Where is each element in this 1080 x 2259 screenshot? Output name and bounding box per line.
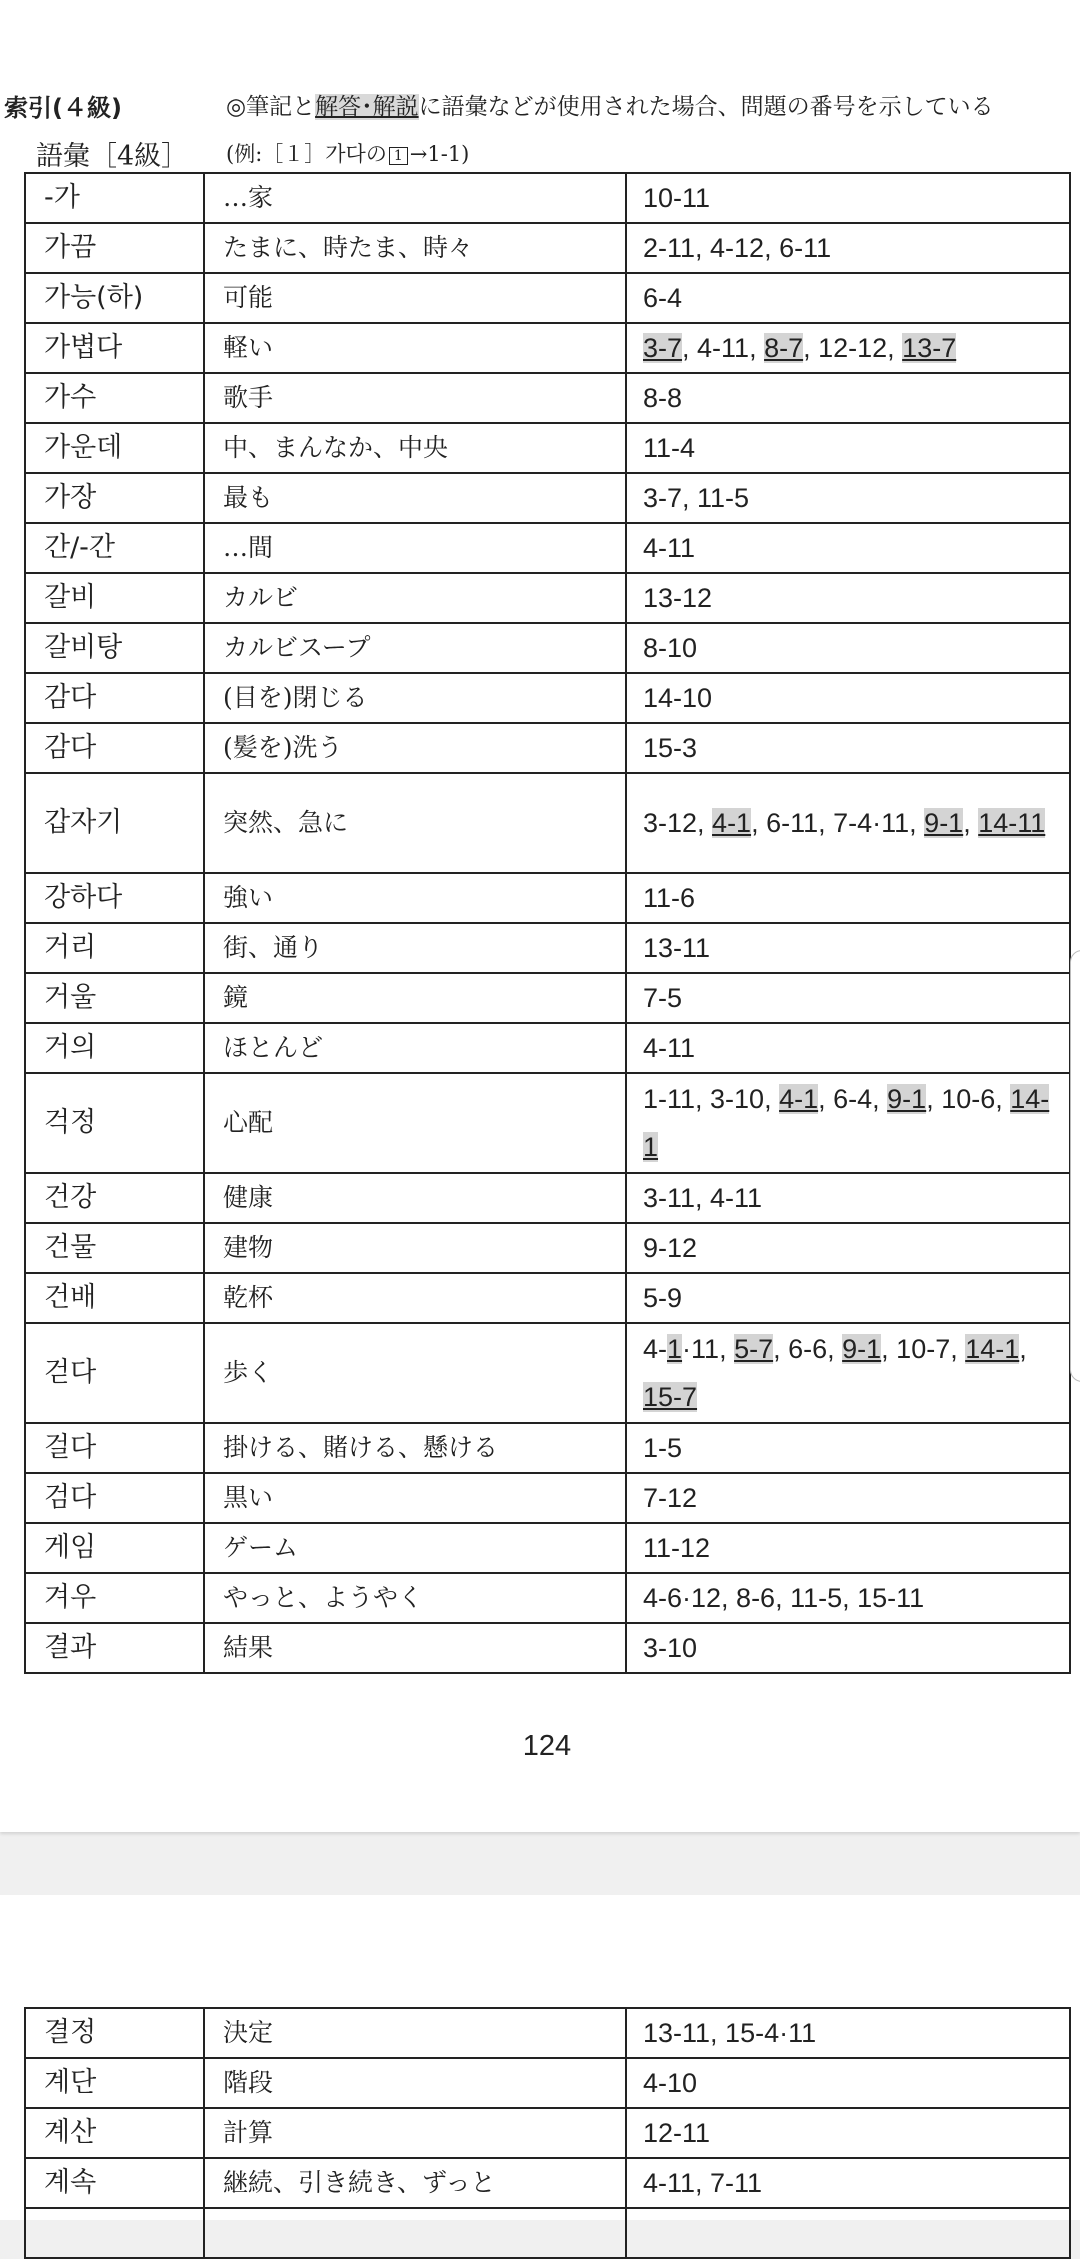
table-row: [25, 1473, 1070, 1523]
korean-word: 게임: [25, 1523, 204, 1573]
japanese-meaning: (髪を)洗う: [204, 723, 626, 773]
problem-references: [626, 1223, 1070, 1273]
table-row: [25, 373, 1070, 423]
reference-text: 8-10: [643, 633, 698, 663]
highlighted-reference: 14-11: [978, 808, 1046, 838]
reference-text: 4-: [643, 1334, 668, 1364]
japanese-meaning: 健康: [204, 1173, 626, 1223]
table-row: [25, 1623, 1070, 1673]
table-row: [25, 773, 1070, 873]
reference-text: 9-12: [643, 1233, 698, 1263]
reference-text: 4-11: [643, 1033, 696, 1063]
table-row: [25, 873, 1070, 923]
table-row: [25, 2058, 1070, 2108]
korean-word: 건배: [25, 1273, 204, 1323]
japanese-meaning: 心配: [204, 1073, 626, 1173]
example-post: →1-1): [409, 142, 470, 166]
table-row: [25, 673, 1070, 723]
section-header: [36, 134, 1080, 172]
reference-text: 5-9: [643, 1283, 683, 1313]
japanese-meaning: 建物: [204, 1223, 626, 1273]
japanese-meaning: 中、まんなか、中央: [204, 423, 626, 473]
korean-word: 겨우: [25, 1573, 204, 1623]
table-row: [25, 1323, 1070, 1423]
korean-word: 가운데: [25, 423, 204, 473]
problem-references: [626, 1073, 1070, 1173]
example-note: [226, 138, 469, 168]
reference-text: 10-11: [643, 183, 711, 213]
korean-word: 결정: [25, 2008, 204, 2058]
problem-references: [626, 2058, 1070, 2108]
scroll-handle[interactable]: [1070, 950, 1080, 1382]
example-box: 1: [389, 147, 408, 165]
table-row: [25, 523, 1070, 573]
japanese-meaning: 街、通り: [204, 923, 626, 973]
problem-references: [626, 523, 1070, 573]
korean-word: 계속: [25, 2158, 204, 2208]
japanese-meaning: 最も: [204, 473, 626, 523]
korean-word: 갈비: [25, 573, 204, 623]
problem-references: [626, 973, 1070, 1023]
problem-references: [626, 2008, 1070, 2058]
korean-word: 건강: [25, 1173, 204, 1223]
problem-references: [626, 373, 1070, 423]
korean-word: 거의: [25, 1023, 204, 1073]
japanese-meaning: [204, 2208, 626, 2258]
highlighted-reference: 8-7: [764, 333, 804, 363]
korean-word: 검다: [25, 1473, 204, 1523]
reference-text: ,: [963, 808, 979, 838]
highlighted-reference: 9-1: [887, 1084, 927, 1114]
reference-text: 1-11, 3-10,: [643, 1084, 780, 1114]
reference-text: 7-12: [643, 1483, 698, 1513]
highlighted-reference: 5-7: [734, 1334, 774, 1364]
reference-text: 4-6·12, 8-6, 11-5, 15-11: [643, 1583, 925, 1613]
problem-references: [626, 223, 1070, 273]
reference-text: 13-11: [643, 933, 711, 963]
reference-text: , 6-6,: [773, 1334, 843, 1364]
index-title: 索引(４級): [4, 94, 122, 122]
korean-word: 갑자기: [25, 773, 204, 873]
reference-text: 11-12: [643, 1533, 711, 1563]
problem-references: [626, 1323, 1070, 1423]
table-row: [25, 2108, 1070, 2158]
reference-text: , 10-7,: [881, 1334, 966, 1364]
highlighted-reference: 14-1: [643, 1084, 1050, 1162]
reference-text: 4-11, 7-11: [643, 2168, 763, 2198]
japanese-meaning: 突然、急に: [204, 773, 626, 873]
korean-word: 계산: [25, 2108, 204, 2158]
table-row: [25, 1023, 1070, 1073]
problem-references: [626, 273, 1070, 323]
korean-word: -가: [25, 173, 204, 223]
japanese-meaning: カルビスープ: [204, 623, 626, 673]
problem-references: [626, 1473, 1070, 1523]
japanese-meaning: 歌手: [204, 373, 626, 423]
page-number: 124: [522, 1730, 572, 1762]
table-row: [25, 973, 1070, 1023]
example-pre: (例:［１］가다の: [226, 142, 387, 166]
reference-text: 3-11, 4-11: [643, 1183, 763, 1213]
table-row: [25, 923, 1070, 973]
table-row: [25, 223, 1070, 273]
japanese-meaning: 乾杯: [204, 1273, 626, 1323]
korean-word: 걸다: [25, 1423, 204, 1473]
reference-text: 2-11, 4-12, 6-11: [643, 233, 832, 263]
reference-text: 3-12,: [643, 808, 713, 838]
reference-text: , 6-11, 7-4·11,: [751, 808, 925, 838]
table-row: [25, 2008, 1070, 2058]
japanese-meaning: 鏡: [204, 973, 626, 1023]
problem-references: [626, 2208, 1070, 2258]
problem-references: [626, 873, 1070, 923]
table-row: [25, 1423, 1070, 1473]
index-header: [4, 88, 1080, 124]
highlighted-reference: 1: [667, 1334, 683, 1364]
reference-text: , 6-4,: [818, 1084, 888, 1114]
highlighted-reference: 4-1: [712, 808, 752, 838]
reference-text: 15-3: [643, 733, 698, 763]
japanese-meaning: 掛ける、賭ける、懸ける: [204, 1423, 626, 1473]
japanese-meaning: 強い: [204, 873, 626, 923]
problem-references: [626, 1423, 1070, 1473]
reference-text: 13-11, 15-4·11: [643, 2018, 817, 2048]
problem-references: [626, 1523, 1070, 1573]
reference-text: 7-5: [643, 983, 683, 1013]
korean-word: 걱정: [25, 1073, 204, 1173]
table-row: [25, 623, 1070, 673]
japanese-meaning: 軽い: [204, 323, 626, 373]
japanese-meaning: 結果: [204, 1623, 626, 1673]
table-row: [25, 723, 1070, 773]
korean-word: 건물: [25, 1223, 204, 1273]
reference-text: 4-11: [643, 533, 696, 563]
table-row: [25, 473, 1070, 523]
highlighted-reference: 14-1: [965, 1334, 1020, 1364]
japanese-meaning: 階段: [204, 2058, 626, 2108]
reference-text: 1-5: [643, 1433, 683, 1463]
korean-word: 간/-간: [25, 523, 204, 573]
korean-word: 걷다: [25, 1323, 204, 1423]
korean-word: 결과: [25, 1623, 204, 1673]
problem-references: [626, 1573, 1070, 1623]
reference-text: ·11,: [682, 1334, 735, 1364]
highlighted-reference: 9-1: [924, 808, 964, 838]
japanese-meaning: 歩く: [204, 1323, 626, 1423]
index-note: [226, 88, 994, 121]
korean-word: 거리: [25, 923, 204, 973]
problem-references: [626, 1623, 1070, 1673]
japanese-meaning: たまに、時たま、時々: [204, 223, 626, 273]
note-text-post: に語彙などが使用された場合、問題の番号を示している: [418, 94, 994, 120]
reference-text: , 10-6,: [926, 1084, 1011, 1114]
problem-references: [626, 173, 1070, 223]
problem-references: [626, 2158, 1070, 2208]
reference-text: 4-10: [643, 2068, 698, 2098]
note-text-pre: ◎筆記と: [226, 94, 316, 120]
korean-word: 감다: [25, 723, 204, 773]
problem-references: [626, 1023, 1070, 1073]
problem-references: [626, 623, 1070, 673]
problem-references: [626, 773, 1070, 873]
reference-text: 3-7, 11-5: [643, 483, 750, 513]
japanese-meaning: やっと、ようやく: [204, 1573, 626, 1623]
japanese-meaning: カルビ: [204, 573, 626, 623]
reference-text: 8-8: [643, 383, 683, 413]
table-row: [25, 1073, 1070, 1173]
table-row: [25, 323, 1070, 373]
reference-text: 11-4: [643, 433, 696, 463]
highlighted-reference: 4-1: [779, 1084, 819, 1114]
table-row: [25, 173, 1070, 223]
japanese-meaning: …家: [204, 173, 626, 223]
table-row: [25, 1523, 1070, 1573]
japanese-meaning: 計算: [204, 2108, 626, 2158]
table-row: [25, 1173, 1070, 1223]
korean-word: 거울: [25, 973, 204, 1023]
vocab-table-continued: [24, 2007, 1071, 2259]
problem-references: [626, 473, 1070, 523]
reference-text: , 4-11,: [682, 333, 765, 363]
korean-word: 가능(하): [25, 273, 204, 323]
japanese-meaning: (目を)閉じる: [204, 673, 626, 723]
page-125: [0, 1895, 1080, 2220]
table-row: [25, 273, 1070, 323]
reference-text: 13-12: [643, 583, 713, 613]
korean-word: 강하다: [25, 873, 204, 923]
table-row: [25, 423, 1070, 473]
japanese-meaning: …間: [204, 523, 626, 573]
reference-text: 11-6: [643, 883, 696, 913]
section-title: 語彙［4級］: [36, 141, 189, 172]
problem-references: [626, 1273, 1070, 1323]
japanese-meaning: 継続、引き続き、ずっと: [204, 2158, 626, 2208]
korean-word: 갈비탕: [25, 623, 204, 673]
reference-text: , 12-12,: [803, 333, 903, 363]
japanese-meaning: 黒い: [204, 1473, 626, 1523]
reference-text: 14-10: [643, 683, 713, 713]
problem-references: [626, 573, 1070, 623]
vocab-table: [24, 172, 1071, 1674]
korean-word: 감다: [25, 673, 204, 723]
highlighted-reference: 15-7: [643, 1382, 698, 1412]
japanese-meaning: ほとんど: [204, 1023, 626, 1073]
japanese-meaning: ゲーム: [204, 1523, 626, 1573]
highlighted-reference: 3-7: [643, 333, 683, 363]
japanese-meaning: 決定: [204, 2008, 626, 2058]
korean-word: 계단: [25, 2058, 204, 2108]
highlighted-reference: 13-7: [902, 333, 957, 363]
korean-word: 가볍다: [25, 323, 204, 373]
problem-references: [626, 1173, 1070, 1223]
reference-text: 3-10: [643, 1633, 698, 1663]
reference-text: 12-11: [643, 2118, 711, 2148]
reference-text: ,: [1019, 1334, 1027, 1364]
korean-word: 가끔: [25, 223, 204, 273]
table-row: [25, 573, 1070, 623]
problem-references: [626, 673, 1070, 723]
korean-word: 가장: [25, 473, 204, 523]
problem-references: [626, 323, 1070, 373]
korean-word: 가수: [25, 373, 204, 423]
table-row: [25, 2208, 1070, 2258]
table-row: [25, 1273, 1070, 1323]
problem-references: [626, 723, 1070, 773]
problem-references: [626, 423, 1070, 473]
reference-text: 6-4: [643, 283, 683, 313]
korean-word: [25, 2208, 204, 2258]
note-highlight: 解答･解説: [315, 94, 419, 120]
table-row: [25, 1573, 1070, 1623]
highlighted-reference: 9-1: [842, 1334, 882, 1364]
table-row: [25, 2158, 1070, 2208]
table-row: [25, 1223, 1070, 1273]
problem-references: [626, 923, 1070, 973]
problem-references: [626, 2108, 1070, 2158]
japanese-meaning: 可能: [204, 273, 626, 323]
